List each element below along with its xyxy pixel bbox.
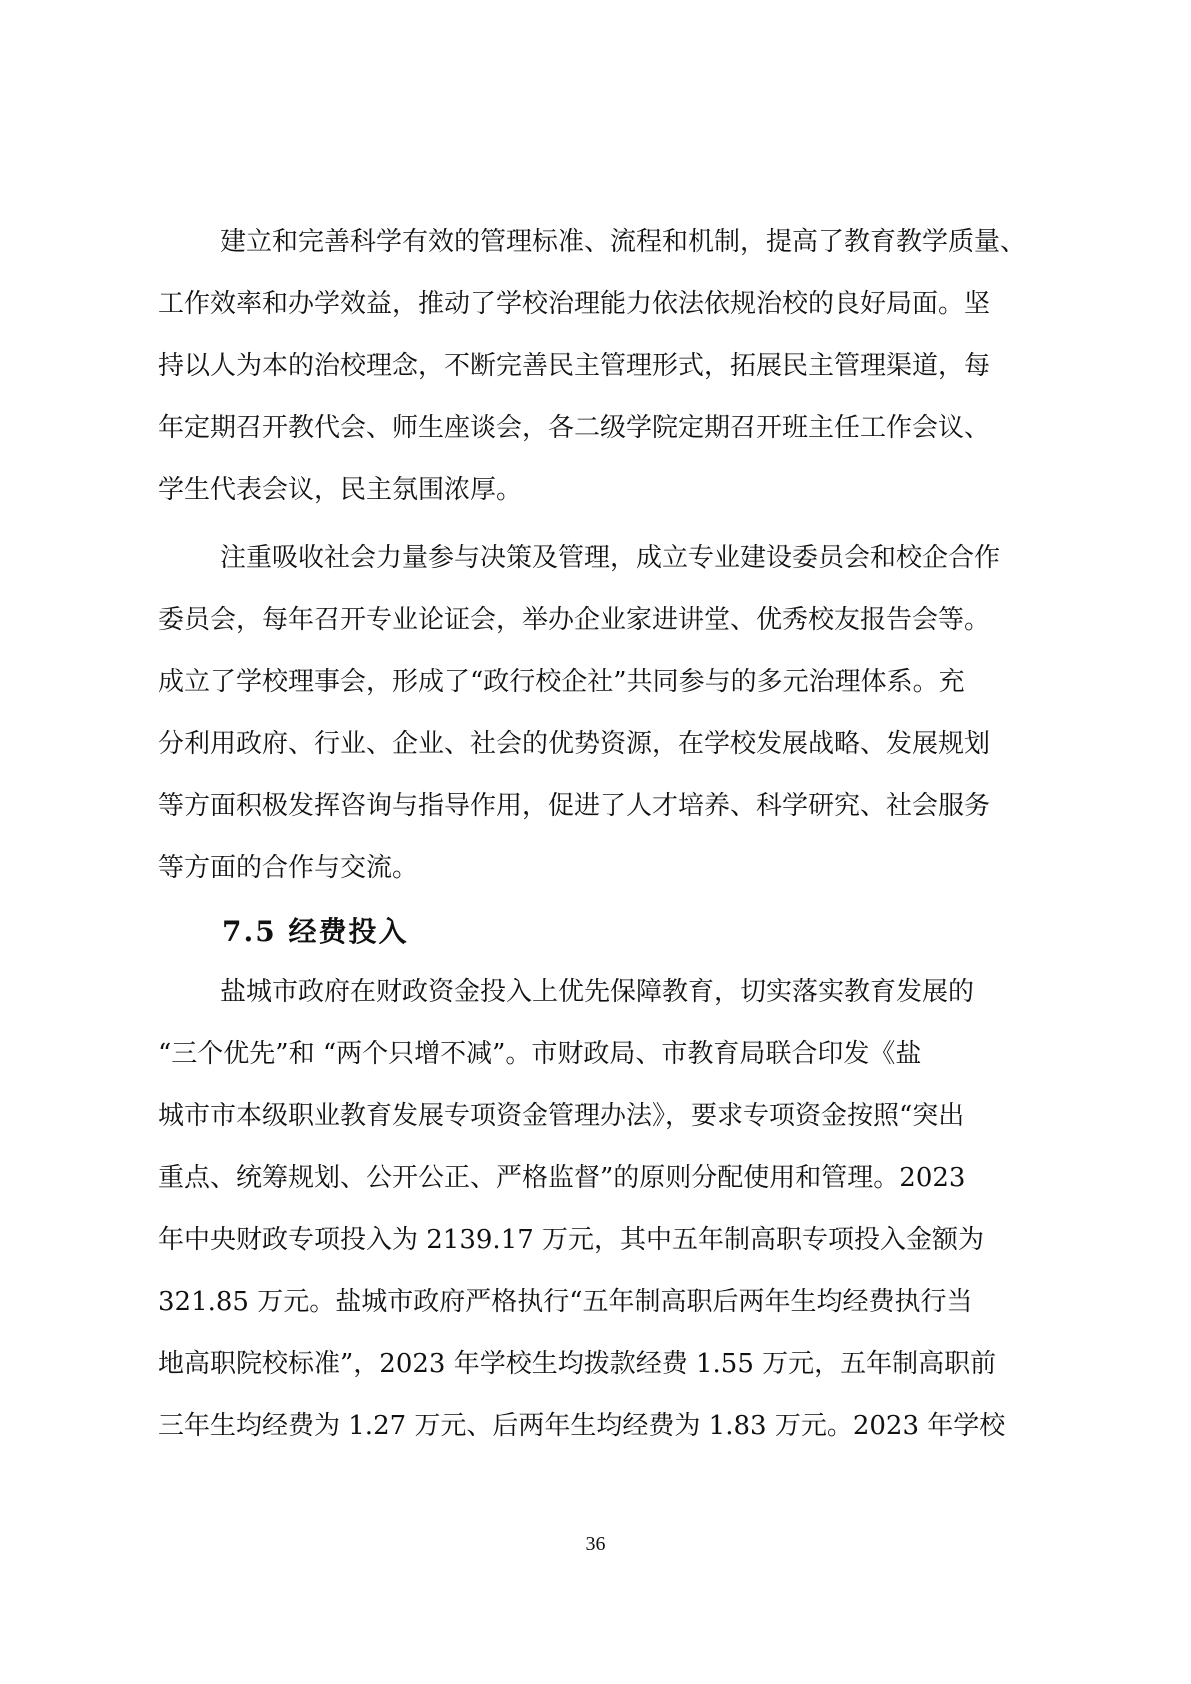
text-line: 等方面的合作与交流。	[158, 853, 419, 883]
text-line: 盐城市政府在财政资金投入上优先保障教育，切实落实教育发展的	[220, 977, 975, 1007]
text-line: 年定期召开教代会、师生座谈会，各二级学院定期召开班主任工作会议、	[158, 413, 991, 443]
text-line: 委员会，每年召开专业论证会，举办企业家进讲堂、优秀校友报告会等。	[158, 605, 991, 635]
text-line: 三年生均经费为 1.27 万元、后两年生均经费为 1.83 万元。2023 年学校	[158, 1411, 1006, 1441]
text-line: 等方面积极发挥咨询与指导作用，促进了人才培养、科学研究、社会服务	[158, 791, 991, 821]
text-line: 地高职院校标准”，2023 年学校生均拨款经费 1.55 万元，五年制高职前	[158, 1349, 997, 1379]
text-line: 城市市本级职业教育发展专项资金管理办法》，要求专项资金按照“突出	[158, 1101, 965, 1131]
text-line: 学生代表会议，民主氛围浓厚。	[158, 475, 523, 505]
text-line: 分利用政府、行业、企业、社会的优势资源，在学校发展战略、发展规划	[158, 729, 991, 759]
text-line: 321.85 万元。盐城市政府严格执行“五年制高职后两年生均经费执行当	[158, 1287, 973, 1317]
text-line: 年中央财政专项投入为 2139.17 万元，其中五年制高职专项投入金额为	[158, 1225, 985, 1255]
text-line: 重点、统筹规划、公开公正、严格监督”的原则分配使用和管理。2023	[158, 1163, 966, 1193]
text-line: 持以人为本的治校理念，不断完善民主管理形式，拓展民主管理渠道，每	[158, 351, 991, 381]
text-line: 建立和完善科学有效的管理标准、流程和机制，提高了教育教学质量、	[220, 227, 1027, 257]
text-line: “三个优先”和 “两个只增不减”。市财政局、市教育局联合印发《盐	[158, 1039, 922, 1069]
text-line: 工作效率和办学效益，推动了学校治理能力依法依规治校的良好局面。坚	[158, 289, 991, 319]
section-heading: 7.5 经费投入	[222, 915, 409, 948]
text-line: 注重吸收社会力量参与决策及管理，成立专业建设委员会和校企合作	[220, 543, 1001, 573]
text-line: 成立了学校理事会，形成了“政行校企社”共同参与的多元治理体系。充	[158, 667, 965, 697]
page-number: 36	[585, 1533, 606, 1555]
